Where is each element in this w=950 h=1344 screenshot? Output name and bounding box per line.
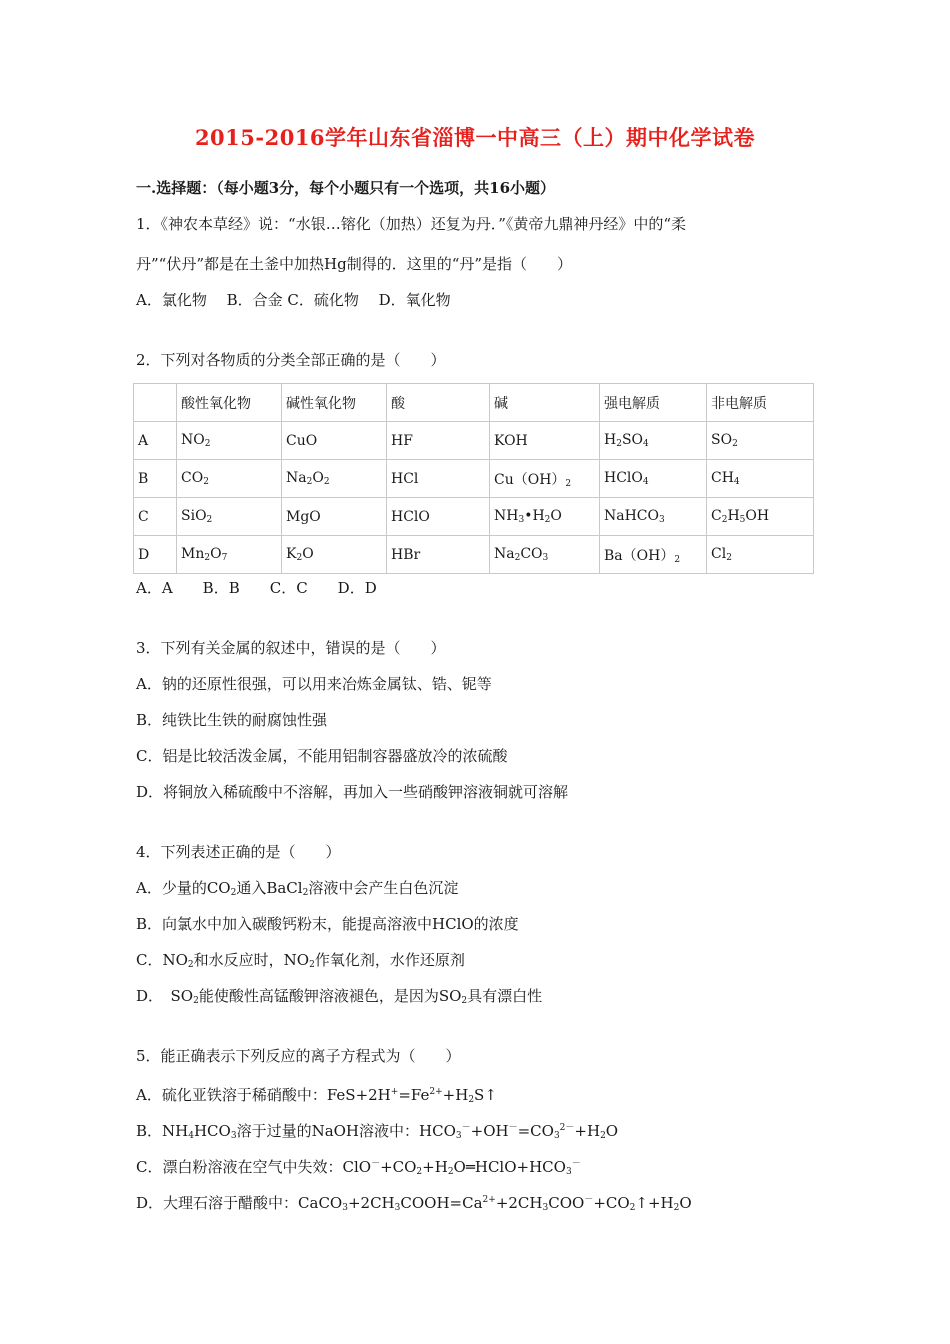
table-cell: $Cl_2$ (707, 536, 814, 574)
q5-option-b: B．$NH_4HCO_3$溶于过量的NaOH溶液中：$HCO_3^-+OH^-=CO_3^{2-}+H_2O$ (136, 1122, 619, 1141)
q1-stem-line2: 丹”“伏丹”都是在土釜中加热Hg制得的．这里的“丹”是指（ ） (136, 255, 573, 273)
table-cell: $Ba(OH)_2$ (600, 536, 707, 574)
q1-options: A．氯化物 B．合金 C．硫化物 D．氧化物 (136, 291, 451, 309)
q3-stem: 3．下列有关金属的叙述中，错误的是（ ） (136, 639, 446, 657)
q1-stem-line1: 1．《神农本草经》说：“水银…镕化（加热）还复为丹．”《黄帝九鼎神丹经》中的“柔 (136, 215, 687, 233)
q2-options: A．A B．B C．C D．D (136, 579, 377, 597)
table-cell: $NH_3•H_2O$ (490, 498, 600, 536)
table-row (134, 536, 814, 574)
table-cell: $Na_2CO_3$ (490, 536, 600, 574)
table-header-cell: 强电解质 (600, 384, 707, 422)
row-label: C (134, 498, 177, 536)
q5-option-c: C．漂白粉溶液在空气中失效：$ClO^-+CO_2+H_2O═HClO+HCO_3^-$ (136, 1158, 581, 1177)
table-cell: $H_2SO_4$ (600, 422, 707, 460)
table-header-cell: 碱 (490, 384, 600, 422)
table-cell: $NO_2$ (177, 422, 282, 460)
table-header-cell: 酸性氧化物 (177, 384, 282, 422)
table-cell: NaHCO$_3$ (600, 498, 707, 536)
table-header-row (134, 384, 814, 422)
table-cell: $SO_2$ (707, 422, 814, 460)
table-cell: HF (387, 422, 490, 460)
table-cell: CuO (282, 422, 387, 460)
table-cell: $C_2H_5OH$ (707, 498, 814, 536)
q5-option-d: D．大理石溶于醋酸中：$CaCO_3+2CH_3COOH=Ca^{2+}+2CH_3COO^-+CO_2↑+H_2O$ (136, 1194, 692, 1213)
table-header-cell: 非电解质 (707, 384, 814, 422)
table-cell: $CH_4$ (707, 460, 814, 498)
q3-option-a: A．钠的还原性很强，可以用来冶炼金属钛、锆、铌等 (136, 675, 492, 693)
section-heading: 一.选择题：（每小题3分，每个小题只有一个选项，共16小题） (136, 179, 556, 197)
q3-option-b: B．纯铁比生铁的耐腐蚀性强 (136, 711, 328, 729)
row-label: B (134, 460, 177, 498)
table-cell: KOH (490, 422, 600, 460)
q3-option-c: C．铝是比较活泼金属，不能用铝制容器盛放冷的浓硫酸 (136, 747, 508, 765)
table-cell: $K_2O$ (282, 536, 387, 574)
table-header-cell: 碱性氧化物 (282, 384, 387, 422)
table-row (134, 422, 814, 460)
table-cell: HClO (387, 498, 490, 536)
q4-stem: 4．下列表述正确的是（ ） (136, 843, 341, 861)
classification-table (133, 383, 814, 574)
table-cell: HBr (387, 536, 490, 574)
exam-title: 2015-2016学年山东省淄博一中高三（上）期中化学试卷 (194, 125, 756, 150)
q4-option-a: A．少量的$CO_2$通入BaCl$_2$溶液中会产生白色沉淀 (136, 879, 459, 898)
table-row (134, 460, 814, 498)
q4-option-d: D． $SO_2$能使酸性高锰酸钾溶液褪色，是因为$SO_2$具有漂白性 (136, 987, 543, 1006)
table-header-cell: 酸 (387, 384, 490, 422)
table-header-cell (134, 384, 177, 422)
table-cell: HCl (387, 460, 490, 498)
table-cell: $CO_2$ (177, 460, 282, 498)
q2-stem: 2．下列对各物质的分类全部正确的是（ ） (136, 351, 446, 369)
q4-option-c: C．$NO_2$和水反应时，$NO_2$作氧化剂，水作还原剂 (136, 951, 465, 970)
q3-option-d: D．将铜放入稀硫酸中不溶解，再加入一些硝酸钾溶液铜就可溶解 (136, 783, 569, 801)
row-label: A (134, 422, 177, 460)
table-cell: SiO$_2$ (177, 498, 282, 536)
q5-stem: 5．能正确表示下列反应的离子方程式为（ ） (136, 1047, 461, 1065)
table-cell: $Cu(OH)_2$ (490, 460, 600, 498)
table-cell: HClO$_4$ (600, 460, 707, 498)
table-cell: $Mn_2O_7$ (177, 536, 282, 574)
q4-option-b: B．向氯水中加入碳酸钙粉末，能提高溶液中HClO的浓度 (136, 915, 519, 933)
table-cell: MgO (282, 498, 387, 536)
table-row (134, 498, 814, 536)
q5-option-a: A．硫化亚铁溶于稀硝酸中：$FeS+2H^+=Fe^{2+}+H_2S↑$ (136, 1086, 497, 1105)
table-cell: $Na_2O_2$ (282, 460, 387, 498)
row-label: D (134, 536, 177, 574)
